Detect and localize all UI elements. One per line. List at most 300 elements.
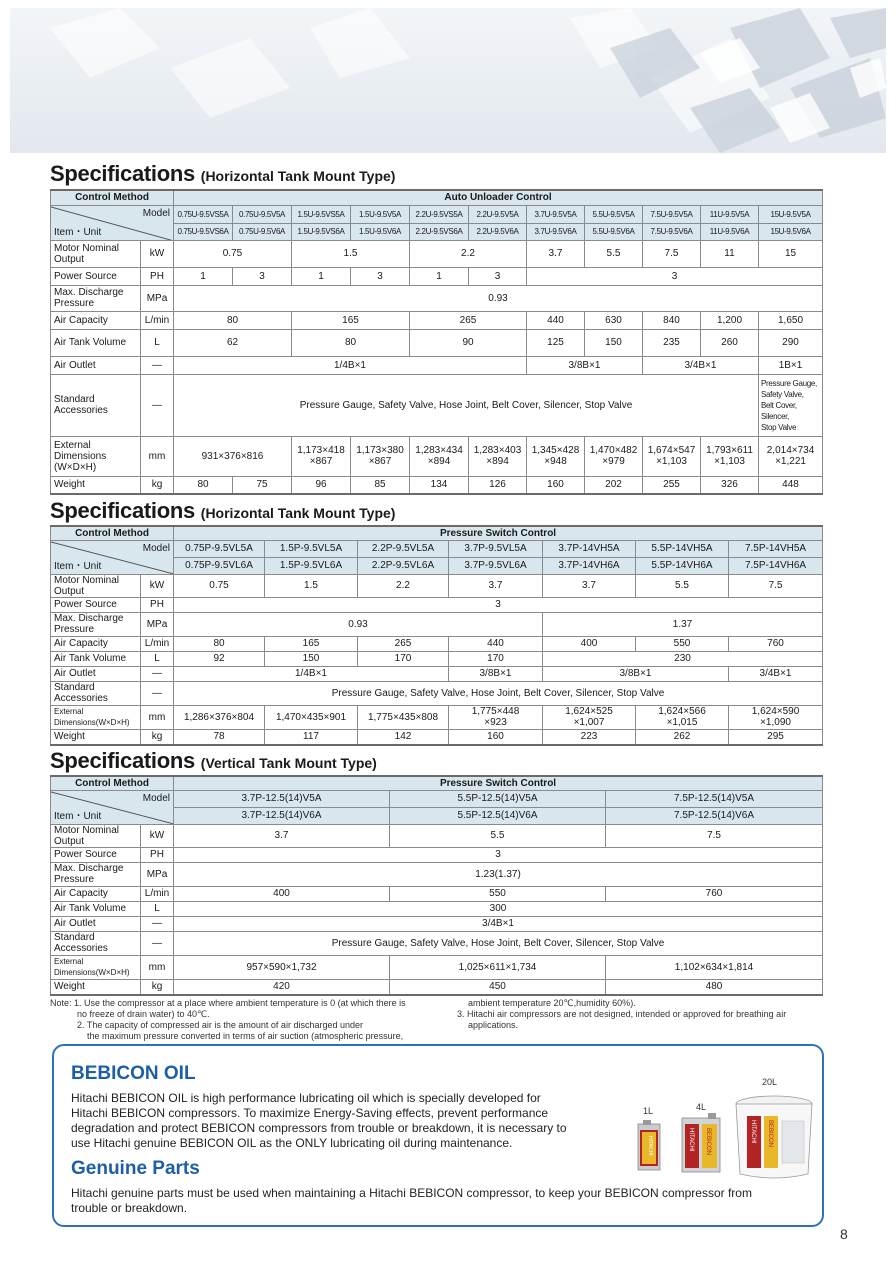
row-label: Power Source [51,267,141,285]
row-dimensions [51,705,823,729]
item-unit-label: Item・Unit [54,560,102,572]
spec-table-pressure-switch-vertical [50,775,823,996]
oil-containers-illustration [624,1066,819,1181]
row-outlet [51,916,823,931]
model-label: Model [142,542,170,554]
dim-line: 1,624×525 [565,706,613,717]
value-cell [265,705,358,729]
dim-line: ×867 [309,456,333,467]
value-cell: 265 [358,636,449,651]
value-cell: 630 [585,311,643,329]
value-cell: 80 [174,636,265,651]
acc-item: Stop Valve [761,422,797,432]
model-cell: 11U-9.5V6A [701,223,759,240]
model-cell: 1.5U-9.5V5A [351,205,410,223]
model-cell: 2.2U-9.5VS6A [410,223,469,240]
model-cell: 0.75P-9.5VL6A [174,557,265,574]
row-label: Air Capacity [51,886,141,901]
model-cell: 1.5U-9.5V6A [351,223,410,240]
value-cell: 3/8B×1 [543,666,729,681]
model-cell: 3.7P-14VH6A [543,557,636,574]
row-accessories [51,681,823,705]
banner-pattern [10,8,886,153]
row-capacity [51,636,823,651]
value-cell: Pressure Gauge, Safety Valve, Hose Joint, Belt Cover, Silencer, Stop Valve [174,374,759,436]
value-cell: 550 [390,886,606,901]
dim-label-2: Dimensions(W×D×H) [54,968,130,977]
row-pressure [51,862,823,886]
value-cell: 300 [174,901,823,916]
row-unit: PH [141,597,174,612]
note-line: the maximum pressure converted in terms of air suction (atmospheric pressure, [87,1031,404,1041]
bebicon-oil-panel [52,1044,824,1227]
row-accessories [51,374,823,436]
value-cell: 1/4B×1 [174,356,527,374]
value-cell-list [759,374,823,436]
value-cell: 440 [527,311,585,329]
model-label: Model [142,207,170,219]
row-label: Standard Accessories [51,931,141,955]
row-label: Air Tank Volume [51,901,141,916]
model-cell: 15U-9.5V6A [759,223,823,240]
row-label: Motor Nominal Output [51,574,141,597]
model-cell: 3.7P-12.5(14)V6A [174,807,390,824]
model-item-header [51,540,174,574]
dim-line: ×894 [427,456,451,467]
value-cell [759,436,823,476]
model-cell: 3.7U-9.5V5A [527,205,585,223]
value-cell: 3/4B×1 [729,666,823,681]
value-cell: 3/4B×1 [643,356,759,374]
row-unit: kW [141,824,174,847]
value-cell: 265 [410,311,527,329]
model-cell: 1.5P-9.5VL6A [265,557,358,574]
value-cell: 295 [729,729,823,745]
value-cell: 1 [292,267,351,285]
row-unit: L/min [141,636,174,651]
value-cell: 5.5 [390,824,606,847]
value-cell: 75 [233,476,292,494]
notes-column-left [50,998,445,1042]
row-unit: — [141,931,174,955]
value-cell: 1.5 [292,240,410,267]
value-cell: 760 [729,636,823,651]
row-weight [51,979,823,995]
row-unit: L/min [141,311,174,329]
model-cell: 3.7U-9.5V6A [527,223,585,240]
value-cell: 3.7 [449,574,543,597]
row-label: Power Source [51,847,141,862]
dim-line: ×1,090 [760,717,791,728]
row-label: Power Source [51,597,141,612]
value-cell: 92 [174,651,265,666]
dim-label-1: External [54,707,84,716]
oil-line: Hitachi BEBICON compressors. To maximize Energy-Saving effects, prevent performance [71,1106,549,1120]
value-cell: 3 [527,267,823,285]
dim-line: ×1,007 [573,717,605,728]
row-label: Air Capacity [51,636,141,651]
value-cell: 1,200 [701,311,759,329]
row-label: Weight [51,729,141,745]
value-cell: 96 [292,476,351,494]
row-power [51,847,823,862]
dim-line: 1,470×482 [589,445,638,456]
row-motor [51,240,823,267]
value-cell: 80 [292,329,410,356]
value-cell: 1.5 [265,574,358,597]
value-cell: 160 [449,729,543,745]
value-cell: 3 [469,267,527,285]
row-unit: — [141,374,174,436]
row-label: Standard Accessories [51,681,141,705]
oil-pail-20l [736,1096,812,1178]
acc-item: Silencer, [761,411,789,421]
can-brand-text: HITACHI [750,1120,756,1144]
row-outlet [51,356,823,374]
model-cell: 2.2U-9.5V6A [469,223,527,240]
dim-line: ×867 [368,456,392,467]
row-label: Standard Accessories [51,374,141,436]
dim-label-2: (W×D×H) [54,461,97,473]
value-cell: 117 [265,729,358,745]
value-cell: Pressure Gauge, Safety Valve, Hose Joint, Belt Cover, Silencer, Stop Valve [174,931,823,955]
value-cell: 1,650 [759,311,823,329]
dim-line: ×1,221 [775,456,806,467]
dim-line: ×948 [544,456,567,467]
model-cell: 7.5P-14VH5A [729,540,823,557]
model-cell: 1.5U-9.5VS5A [292,205,351,223]
header-banner [10,8,886,153]
row-pressure [51,285,823,311]
value-cell: 223 [543,729,636,745]
value-cell: 760 [606,886,823,901]
title-main: Specifications [50,161,195,186]
page-number: 8 [840,1226,848,1242]
model-cell: 3.7P-9.5VL6A [449,557,543,574]
row-tank [51,901,823,916]
spec-table-auto-unloader [50,189,823,495]
value-cell: Pressure Gauge, Safety Valve, Hose Joint, Belt Cover, Silencer, Stop Valve [174,681,823,705]
value-cell: 957×590×1,732 [174,955,390,979]
value-cell: 440 [449,636,543,651]
control-method-label: Control Method [51,190,174,205]
value-cell [358,705,449,729]
can-1l-label: 1L [643,1106,654,1116]
value-cell: 2.2 [358,574,449,597]
row-label: Air Outlet [51,356,141,374]
value-cell: 150 [265,651,358,666]
row-unit: L [141,329,174,356]
note-line: 2. The capacity of compressed air is the amount of air discharged under [77,1020,363,1030]
row-unit: L/min [141,886,174,901]
row-unit: kg [141,476,174,494]
value-cell: 1.23(1.37) [174,862,823,886]
value-cell: 480 [606,979,823,995]
row-unit: kW [141,574,174,597]
section-title [50,162,822,186]
model-cell: 0.75U-9.5V5A [233,205,292,223]
value-cell: 1/4B×1 [174,666,449,681]
row-label [51,436,141,476]
model-cell: 11U-9.5V5A [701,205,759,223]
parts-title: Genuine Parts [71,1158,200,1179]
oil-can-4l [682,1113,720,1172]
value-cell [174,436,292,476]
row-unit: MPa [141,285,174,311]
dim-line: 1,775×448 [471,706,520,717]
row-dimensions [51,955,823,979]
value-cell: 5.5 [585,240,643,267]
control-method-value: Pressure Switch Control [174,776,823,790]
value-cell: 3.7 [527,240,585,267]
value-cell: 235 [643,329,701,356]
value-cell: 262 [636,729,729,745]
row-unit: kg [141,729,174,745]
model-label: Model [142,792,170,804]
dim-label-1: External Dimensions [54,439,107,462]
item-unit-label: Item・Unit [54,226,102,238]
value-cell: 150 [585,329,643,356]
row-label: Weight [51,979,141,995]
value-cell [701,436,759,476]
model-cell: 7.5P-12.5(14)V5A [606,790,823,807]
parts-line: trouble or breakdown. [71,1201,188,1215]
row-unit: kW [141,240,174,267]
oil-title: BEBICON OIL [71,1063,196,1084]
dim-line: 1,470×435×901 [275,711,347,723]
value-cell: 7.5 [729,574,823,597]
row-unit: mm [141,955,174,979]
model-cell: 3.7P-14VH5A [543,540,636,557]
row-label: Air Outlet [51,916,141,931]
value-cell: 840 [643,311,701,329]
acc-item: Belt Cover, [761,400,797,410]
row-label [51,705,141,729]
value-cell [636,705,729,729]
value-cell: 1 [174,267,233,285]
value-cell: 11 [701,240,759,267]
row-tank [51,651,823,666]
row-power [51,597,823,612]
model-item-header [51,205,174,240]
value-cell: 1,102×634×1,814 [606,955,823,979]
row-weight [51,729,823,745]
dim-line: 1,173×380 [356,445,404,456]
model-cell: 3.7P-12.5(14)V5A [174,790,390,807]
dim-line: ×923 [484,717,507,728]
value-cell: 126 [469,476,527,494]
oil-line: degradation and protect BEBICON compressors from trouble or breakdown, it is necessary to [71,1121,567,1135]
value-cell: 3 [351,267,410,285]
dim-line: ×1,103 [714,456,745,467]
value-cell: 7.5 [643,240,701,267]
spec-section-pressure-switch-vertical [50,749,822,996]
spec-section-pressure-switch-horizontal [50,499,822,746]
value-cell: 165 [292,311,410,329]
dim-line: ×979 [602,456,625,467]
dim-label-1: External [54,957,84,966]
value-cell [643,436,701,476]
model-cell: 5.5P-14VH6A [636,557,729,574]
value-cell [174,705,265,729]
row-label: Air Tank Volume [51,651,141,666]
row-unit: mm [141,705,174,729]
model-cell: 1.5U-9.5VS6A [292,223,351,240]
row-label: Max. Discharge Pressure [51,612,141,636]
model-cell: 2.2P-9.5VL6A [358,557,449,574]
section-title [50,499,822,523]
value-cell: 2.2 [410,240,527,267]
value-cell: 255 [643,476,701,494]
row-unit: L [141,901,174,916]
value-cell: 134 [410,476,469,494]
section-title [50,749,822,773]
model-cell: 0.75U-9.5VS6A [174,223,233,240]
value-cell: 0.93 [174,612,543,636]
value-cell: 230 [543,651,823,666]
model-cell: 5.5P-12.5(14)V6A [390,807,606,824]
row-label: Air Capacity [51,311,141,329]
dim-line: ×894 [486,456,509,467]
parts-description [71,1186,816,1216]
value-cell: 170 [358,651,449,666]
row-label: Max. Discharge Pressure [51,285,141,311]
row-dimensions [51,436,823,476]
title-main: Specifications [50,498,195,523]
note-line: 3. Hitachi air compressors are not designed, intended or approved for breathing air [457,1009,787,1019]
can-20l-label: 20L [762,1077,778,1087]
model-cell: 0.75U-9.5VS5A [174,205,233,223]
value-cell: 1 [410,267,469,285]
model-cell: 7.5U-9.5V5A [643,205,701,223]
row-label: Weight [51,476,141,494]
dim-line: 1,283×403 [473,445,522,456]
value-cell: 85 [351,476,410,494]
item-unit-label: Item・Unit [54,810,102,822]
row-capacity [51,311,823,329]
model-cell: 0.75P-9.5VL5A [174,540,265,557]
model-cell: 5.5U-9.5V6A [585,223,643,240]
value-cell: 1B×1 [759,356,823,374]
dim-line: 1,793×611 [706,445,753,456]
value-cell [351,436,410,476]
row-outlet [51,666,823,681]
can-brand-text: HITACHI [647,1136,653,1156]
dim-line: 1,345×428 [531,445,580,456]
value-cell: 202 [585,476,643,494]
row-capacity [51,886,823,901]
value-cell: 326 [701,476,759,494]
value-cell [469,436,527,476]
value-cell: 0.93 [174,285,823,311]
value-cell: 80 [174,476,233,494]
value-cell: 420 [174,979,390,995]
row-unit: — [141,666,174,681]
value-cell: 260 [701,329,759,356]
title-main: Specifications [50,748,195,773]
dim-line: 1,283×434 [415,445,463,456]
model-cell: 2.2P-9.5VL5A [358,540,449,557]
dim-line: ×1,103 [656,456,687,467]
value-cell: 3/8B×1 [527,356,643,374]
row-label: Air Tank Volume [51,329,141,356]
value-cell: 142 [358,729,449,745]
value-cell [543,705,636,729]
dim-line: 1,286×376×804 [183,711,255,723]
row-pressure [51,612,823,636]
acc-item: Pressure Gauge, [761,378,817,388]
value-cell: 3 [174,597,823,612]
spec-section-auto-unloader [50,162,822,495]
value-cell [527,436,585,476]
row-label: Air Outlet [51,666,141,681]
row-label: Motor Nominal Output [51,240,141,267]
row-tank [51,329,823,356]
value-cell [585,436,643,476]
control-method-label: Control Method [51,526,174,540]
value-cell: 550 [636,636,729,651]
model-cell: 5.5U-9.5V5A [585,205,643,223]
row-unit: — [141,356,174,374]
value-cell: 1,025×611×1,734 [390,955,606,979]
model-cell: 0.75U-9.5V6A [233,223,292,240]
value-cell [410,436,469,476]
can-product-text: BEBICON [767,1120,773,1148]
value-cell: 1.37 [543,612,823,636]
oil-can-1l [638,1120,660,1170]
model-item-header [51,790,174,824]
note-line: no freeze of drain water) to 40℃. [77,1009,210,1019]
value-cell: 3.7 [174,824,390,847]
value-cell: 78 [174,729,265,745]
title-sub: (Horizontal Tank Mount Type) [200,505,396,521]
model-cell: 7.5P-12.5(14)V6A [606,807,823,824]
value-cell: 3 [233,267,292,285]
model-cell: 3.7P-9.5VL5A [449,540,543,557]
value-cell: 5.5 [636,574,729,597]
value-cell: 3.7 [543,574,636,597]
model-cell: 15U-9.5V5A [759,205,823,223]
row-unit: mm [141,436,174,476]
dim-line: 1,674×547 [647,445,696,456]
value-cell: 90 [410,329,527,356]
row-unit: PH [141,847,174,862]
model-cell: 5.5P-12.5(14)V5A [390,790,606,807]
row-unit: L [141,651,174,666]
value-cell: 62 [174,329,292,356]
value-cell: 0.75 [174,574,265,597]
value-cell: 3/8B×1 [449,666,543,681]
value-cell: 290 [759,329,823,356]
value-cell [449,705,543,729]
value-cell: 170 [449,651,543,666]
value-cell: 400 [174,886,390,901]
spec-table-pressure-switch-horizontal [50,525,823,746]
row-accessories [51,931,823,955]
dim-line: 1,624×566 [658,706,706,717]
value-cell: 450 [390,979,606,995]
value-cell: 80 [174,311,292,329]
row-unit: MPa [141,862,174,886]
row-power [51,267,823,285]
model-cell: 2.2U-9.5VS5A [410,205,469,223]
row-unit: MPa [141,612,174,636]
can-brand-text: HITACHI [688,1128,694,1152]
value-cell: 0.75 [174,240,292,267]
value-cell: 3/4B×1 [174,916,823,931]
row-unit: — [141,916,174,931]
control-method-value: Pressure Switch Control [174,526,823,540]
